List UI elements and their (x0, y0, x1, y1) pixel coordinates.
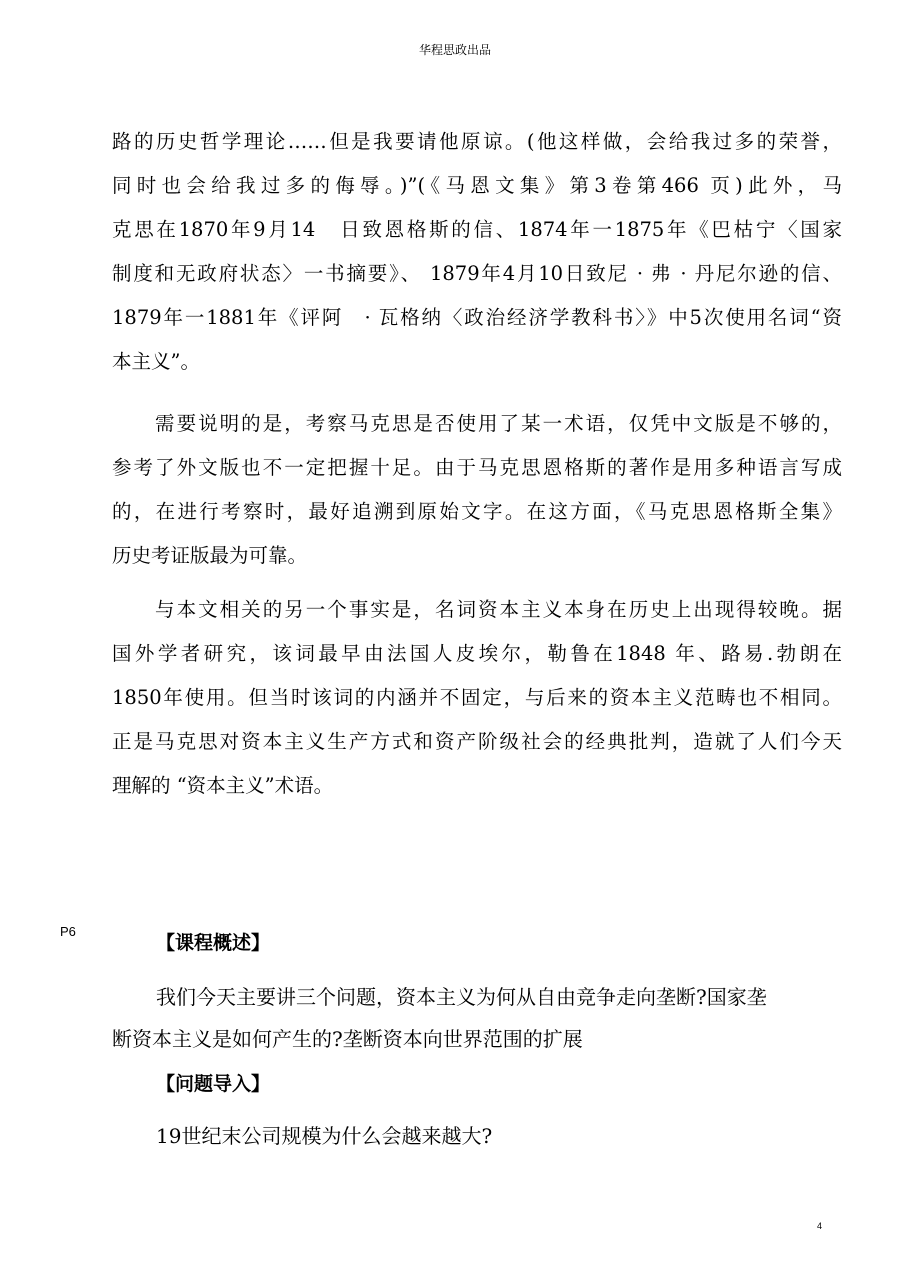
text-line: 参考了外文版也不一定把握十足。由于马克思恩格斯的著作是用多种语言写成 (112, 456, 842, 479)
text-line: 路的历史哲学理论……但是我要请他原谅。(他这样做，会给我过多的荣誉， (112, 130, 842, 153)
page-marker: P6 (60, 924, 76, 939)
paragraph-1 (112, 120, 842, 384)
text-line: 制度和无政府状态〉一书摘要》、 1879年4月10日致尼 · 弗 · 丹尼尔逊的信、 (112, 262, 842, 285)
text-line: 与本文相关的另一个事实是，名词资本主义本身在历史上出现得较晚。据 (112, 598, 842, 621)
text-line: 历史考证版最为可靠。 (112, 544, 308, 567)
text-line: 需要说明的是，考察马克思是否使用了某一术语，仅凭中文版是不够的， (112, 412, 842, 435)
text-line: 正是马克思对资本主义生产方式和资产阶级社会的经典批判，造就了人们今天 (112, 730, 842, 753)
text-line: 理解的 “资本主义”术语。 (112, 774, 334, 797)
text-line: 本主义”。 (112, 350, 200, 373)
text-line: 19世纪末公司规模为什么会越来越大? (156, 1124, 493, 1148)
text-line: 同时也会给我过多的侮辱。)”(《马恩文集》第3卷第466 页)此外，马 (112, 174, 842, 197)
text-line: 1879年一1881年《评阿 · 瓦格纳〈政治经济学教科书〉》中5次使用名词“资 (112, 306, 842, 329)
section-heading-introduction: 【问题导入】 (156, 1073, 271, 1095)
text-line: 1850年使用。但当时该词的内涵并不固定，与后来的资本主义范畴也不相同。 (112, 686, 842, 709)
paragraph-2 (112, 402, 842, 578)
text-line: 断资本主义是如何产生的?垄断资本向世界范围的扩展 (112, 1027, 583, 1051)
text-line: 克思在1870年9月14 日致恩格斯的信、1874年一1875年《巴枯宁〈国家 (112, 218, 842, 241)
text-line: 国外学者研究，该词最早由法国人皮埃尔，勒鲁在1848 年、路易.勃朗在 (112, 642, 842, 665)
text-line: 的，在进行考察时，最好追溯到原始文字。在这方面，《马克思恩格斯全集》 (112, 500, 842, 523)
paragraph-3 (112, 588, 842, 808)
section-heading-overview: 【课程概述】 (156, 932, 271, 954)
page-number: 4 (816, 1221, 822, 1231)
text-line: 我们今天主要讲三个问题，资本主义为何从自由竞争走向垄断?国家垄 (156, 985, 767, 1009)
page-header: 华程思政出品 (418, 43, 491, 57)
overview-paragraph (112, 976, 832, 1060)
introduction-paragraph (112, 1115, 832, 1157)
